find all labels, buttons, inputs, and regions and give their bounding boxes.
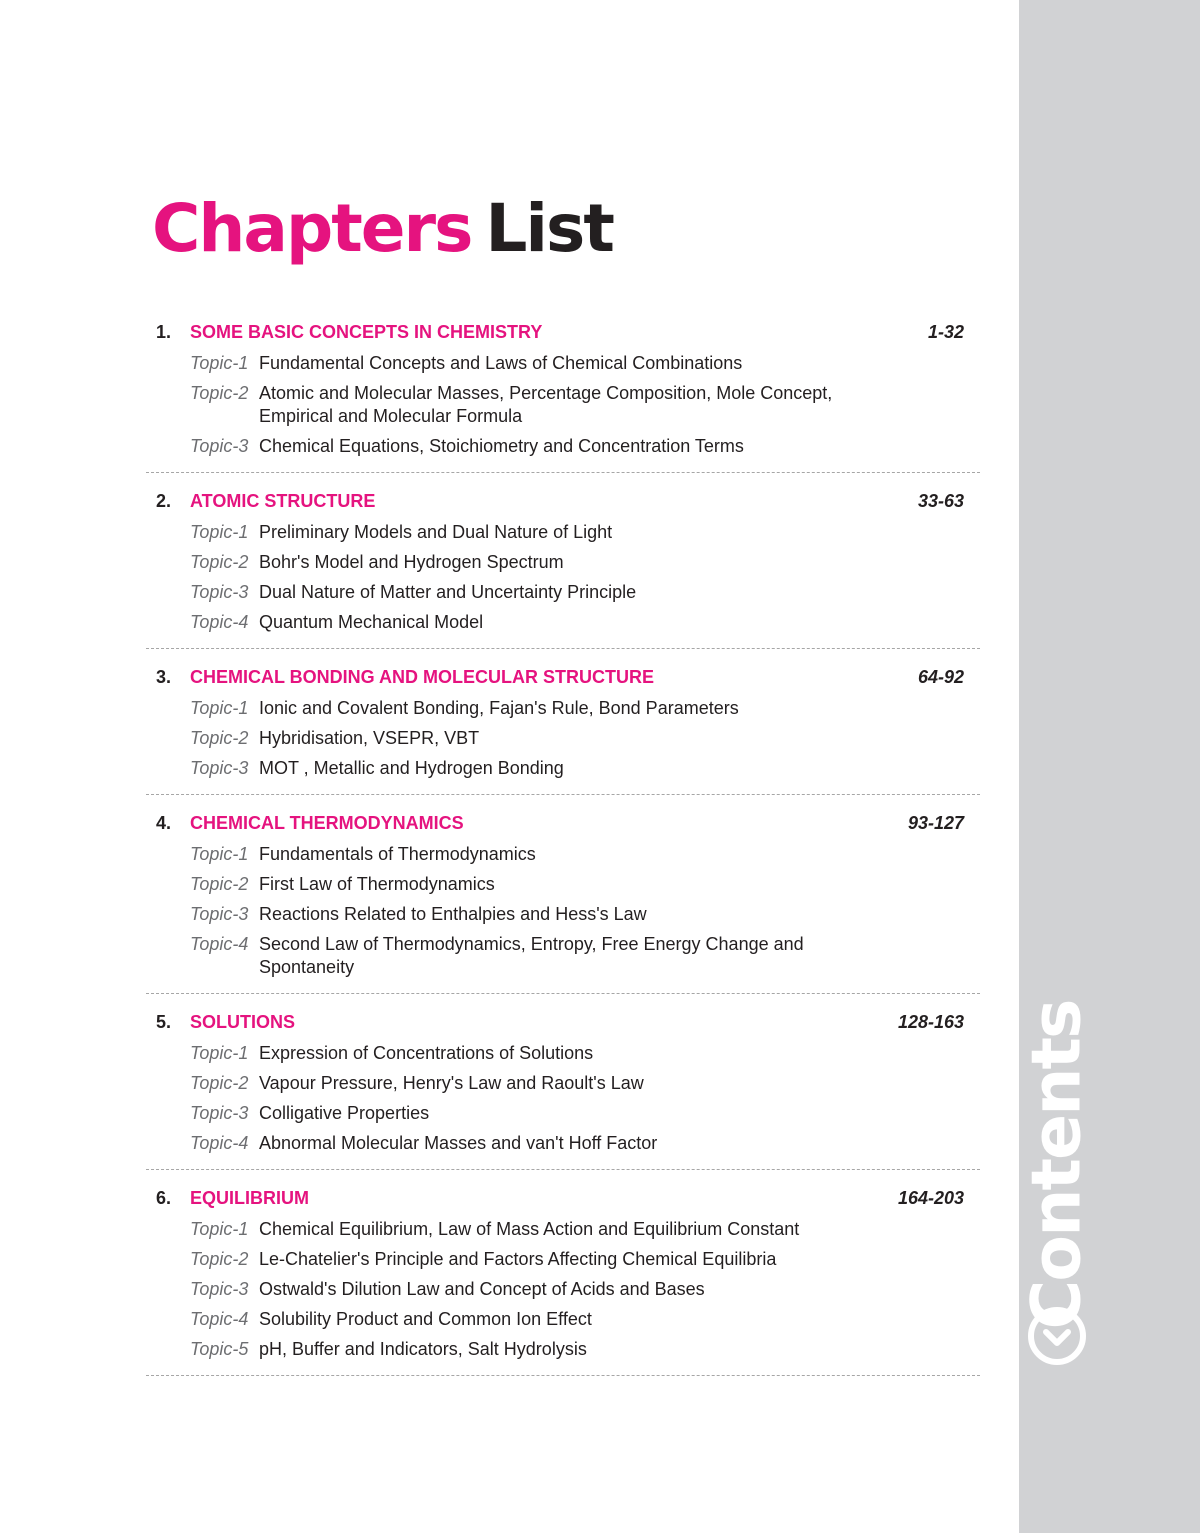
topic-row[interactable] xyxy=(146,1338,980,1361)
topic-text: Atomic and Molecular Masses, Percentage Composition, Mole Concept, Empirical and Molecular Formula xyxy=(259,383,833,426)
topic-text: Bohr's Model and Hydrogen Spectrum xyxy=(259,552,564,572)
topic-label: Topic-1 xyxy=(190,844,249,864)
topic-label: Topic-4 xyxy=(190,1133,249,1153)
topic-text: Dual Nature of Matter and Uncertainty Principle xyxy=(259,582,637,602)
topic-text: Second Law of Thermodynamics, Entropy, Free Energy Change and Spontaneity xyxy=(259,934,804,977)
topic-text: MOT , Metallic and Hydrogen Bonding xyxy=(259,758,564,778)
topic-label: Topic-2 xyxy=(190,728,249,748)
topic-row[interactable] xyxy=(146,933,980,979)
topic-row[interactable] xyxy=(146,521,980,544)
chapter-section xyxy=(146,1009,980,1170)
topic-label: Topic-1 xyxy=(190,353,249,373)
topic-text: Vapour Pressure, Henry's Law and Raoult's Law xyxy=(259,1073,644,1093)
topic-row[interactable] xyxy=(146,382,980,428)
topic-text: Expression of Concentrations of Solutions xyxy=(259,1043,594,1063)
topic-text: Chemical Equilibrium, Law of Mass Action and Equilibrium Constant xyxy=(259,1219,800,1239)
chapter-number: 6. xyxy=(156,1188,172,1208)
topic-label: Topic-4 xyxy=(190,612,249,632)
chapter-number: 3. xyxy=(156,667,172,687)
topic-label: Topic-3 xyxy=(190,582,249,602)
topic-row[interactable] xyxy=(146,1248,980,1271)
topic-label: Topic-3 xyxy=(190,758,249,778)
topic-row[interactable] xyxy=(146,1132,980,1155)
topic-row[interactable] xyxy=(146,1042,980,1065)
topic-label: Topic-4 xyxy=(190,934,249,954)
topic-text: Fundamental Concepts and Laws of Chemical Combinations xyxy=(259,353,743,373)
topic-text: Hybridisation, VSEPR, VBT xyxy=(259,728,480,748)
topic-text: Fundamentals of Thermodynamics xyxy=(259,844,536,864)
topic-text: Chemical Equations, Stoichiometry and Concentration Terms xyxy=(259,436,744,456)
chevron-circle-icon xyxy=(1027,1306,1087,1366)
topic-text: Solubility Product and Common Ion Effect xyxy=(259,1309,592,1329)
title-list: List xyxy=(485,190,613,267)
chapter-title: SOLUTIONS xyxy=(190,1012,296,1032)
topic-row[interactable] xyxy=(146,873,980,896)
topic-row[interactable] xyxy=(146,352,980,375)
chapter-heading[interactable] xyxy=(146,491,980,521)
chapter-list xyxy=(146,319,980,1391)
chapter-section xyxy=(146,319,980,473)
topic-row[interactable] xyxy=(146,1072,980,1095)
topic-text: Reactions Related to Enthalpies and Hess's Law xyxy=(259,904,647,924)
topic-text: Abnormal Molecular Masses and van't Hoff Factor xyxy=(259,1133,658,1153)
topic-row[interactable] xyxy=(146,435,980,458)
topic-label: Topic-2 xyxy=(190,552,249,572)
topic-row[interactable] xyxy=(146,1102,980,1125)
topic-row[interactable] xyxy=(146,1218,980,1241)
chapter-page-range: 1-32 xyxy=(927,322,964,342)
topic-text: Ostwald's Dilution Law and Concept of Acids and Bases xyxy=(259,1279,705,1299)
topic-label: Topic-4 xyxy=(190,1309,249,1329)
topic-text: Preliminary Models and Dual Nature of Light xyxy=(259,522,613,542)
chapter-number: 5. xyxy=(156,1012,172,1032)
chapter-title: SOME BASIC CONCEPTS IN CHEMISTRY xyxy=(190,322,543,342)
topic-row[interactable] xyxy=(146,581,980,604)
chapter-page-range: 128-163 xyxy=(897,1012,964,1032)
topic-label: Topic-3 xyxy=(190,1103,249,1123)
chapter-page-range: 93-127 xyxy=(907,813,964,833)
chapter-heading[interactable] xyxy=(146,1188,980,1218)
chapter-number: 4. xyxy=(156,813,172,833)
chapter-page-range: 64-92 xyxy=(917,667,964,687)
topic-row[interactable] xyxy=(146,843,980,866)
chapter-page-range: 33-63 xyxy=(917,491,964,511)
chapter-number: 2. xyxy=(156,491,172,511)
topic-text: Le-Chatelier's Principle and Factors Affecting Chemical Equilibria xyxy=(259,1249,777,1269)
chapter-title: CHEMICAL THERMODYNAMICS xyxy=(190,813,464,833)
chapter-title: CHEMICAL BONDING AND MOLECULAR STRUCTURE xyxy=(190,667,654,687)
page-title xyxy=(152,190,613,267)
topic-row[interactable] xyxy=(146,727,980,750)
topic-row[interactable] xyxy=(146,611,980,634)
chapter-section xyxy=(146,664,980,795)
topic-label: Topic-2 xyxy=(190,383,249,403)
topic-label: Topic-5 xyxy=(190,1339,249,1359)
chapter-heading[interactable] xyxy=(146,1012,980,1042)
topic-row[interactable] xyxy=(146,1278,980,1301)
topic-row[interactable] xyxy=(146,551,980,574)
chapter-section xyxy=(146,488,980,649)
title-chapters: Chapters xyxy=(152,190,472,267)
topic-text: Ionic and Covalent Bonding, Fajan's Rule, Bond Parameters xyxy=(259,698,739,718)
topic-label: Topic-2 xyxy=(190,874,249,894)
topic-label: Topic-1 xyxy=(190,522,249,542)
topic-row[interactable] xyxy=(146,903,980,926)
topic-label: Topic-3 xyxy=(190,904,249,924)
topic-label: Topic-1 xyxy=(190,1043,249,1063)
topic-label: Topic-3 xyxy=(190,1279,249,1299)
topic-row[interactable] xyxy=(146,1308,980,1331)
chapter-title: EQUILIBRIUM xyxy=(190,1188,309,1208)
sidebar-contents-label: Contents xyxy=(1017,1000,1097,1330)
topic-label: Topic-2 xyxy=(190,1073,249,1093)
topic-label: Topic-1 xyxy=(190,698,249,718)
chapter-heading[interactable] xyxy=(146,322,980,352)
chapter-heading[interactable] xyxy=(146,667,980,697)
chapter-number: 1. xyxy=(156,322,172,342)
topic-text: First Law of Thermodynamics xyxy=(259,874,495,894)
topic-label: Topic-2 xyxy=(190,1249,249,1269)
chapter-section xyxy=(146,1185,980,1376)
topic-row[interactable] xyxy=(146,757,980,780)
topic-label: Topic-1 xyxy=(190,1219,249,1239)
chapter-page-range: 164-203 xyxy=(897,1188,964,1208)
chapter-title: ATOMIC STRUCTURE xyxy=(190,491,376,511)
topic-text: pH, Buffer and Indicators, Salt Hydrolysis xyxy=(259,1339,587,1359)
topic-text: Colligative Properties xyxy=(259,1103,430,1123)
topic-row[interactable] xyxy=(146,697,980,720)
chapter-section xyxy=(146,810,980,994)
chapter-heading[interactable] xyxy=(146,813,980,843)
topic-label: Topic-3 xyxy=(190,436,249,456)
topic-text: Quantum Mechanical Model xyxy=(259,612,484,632)
